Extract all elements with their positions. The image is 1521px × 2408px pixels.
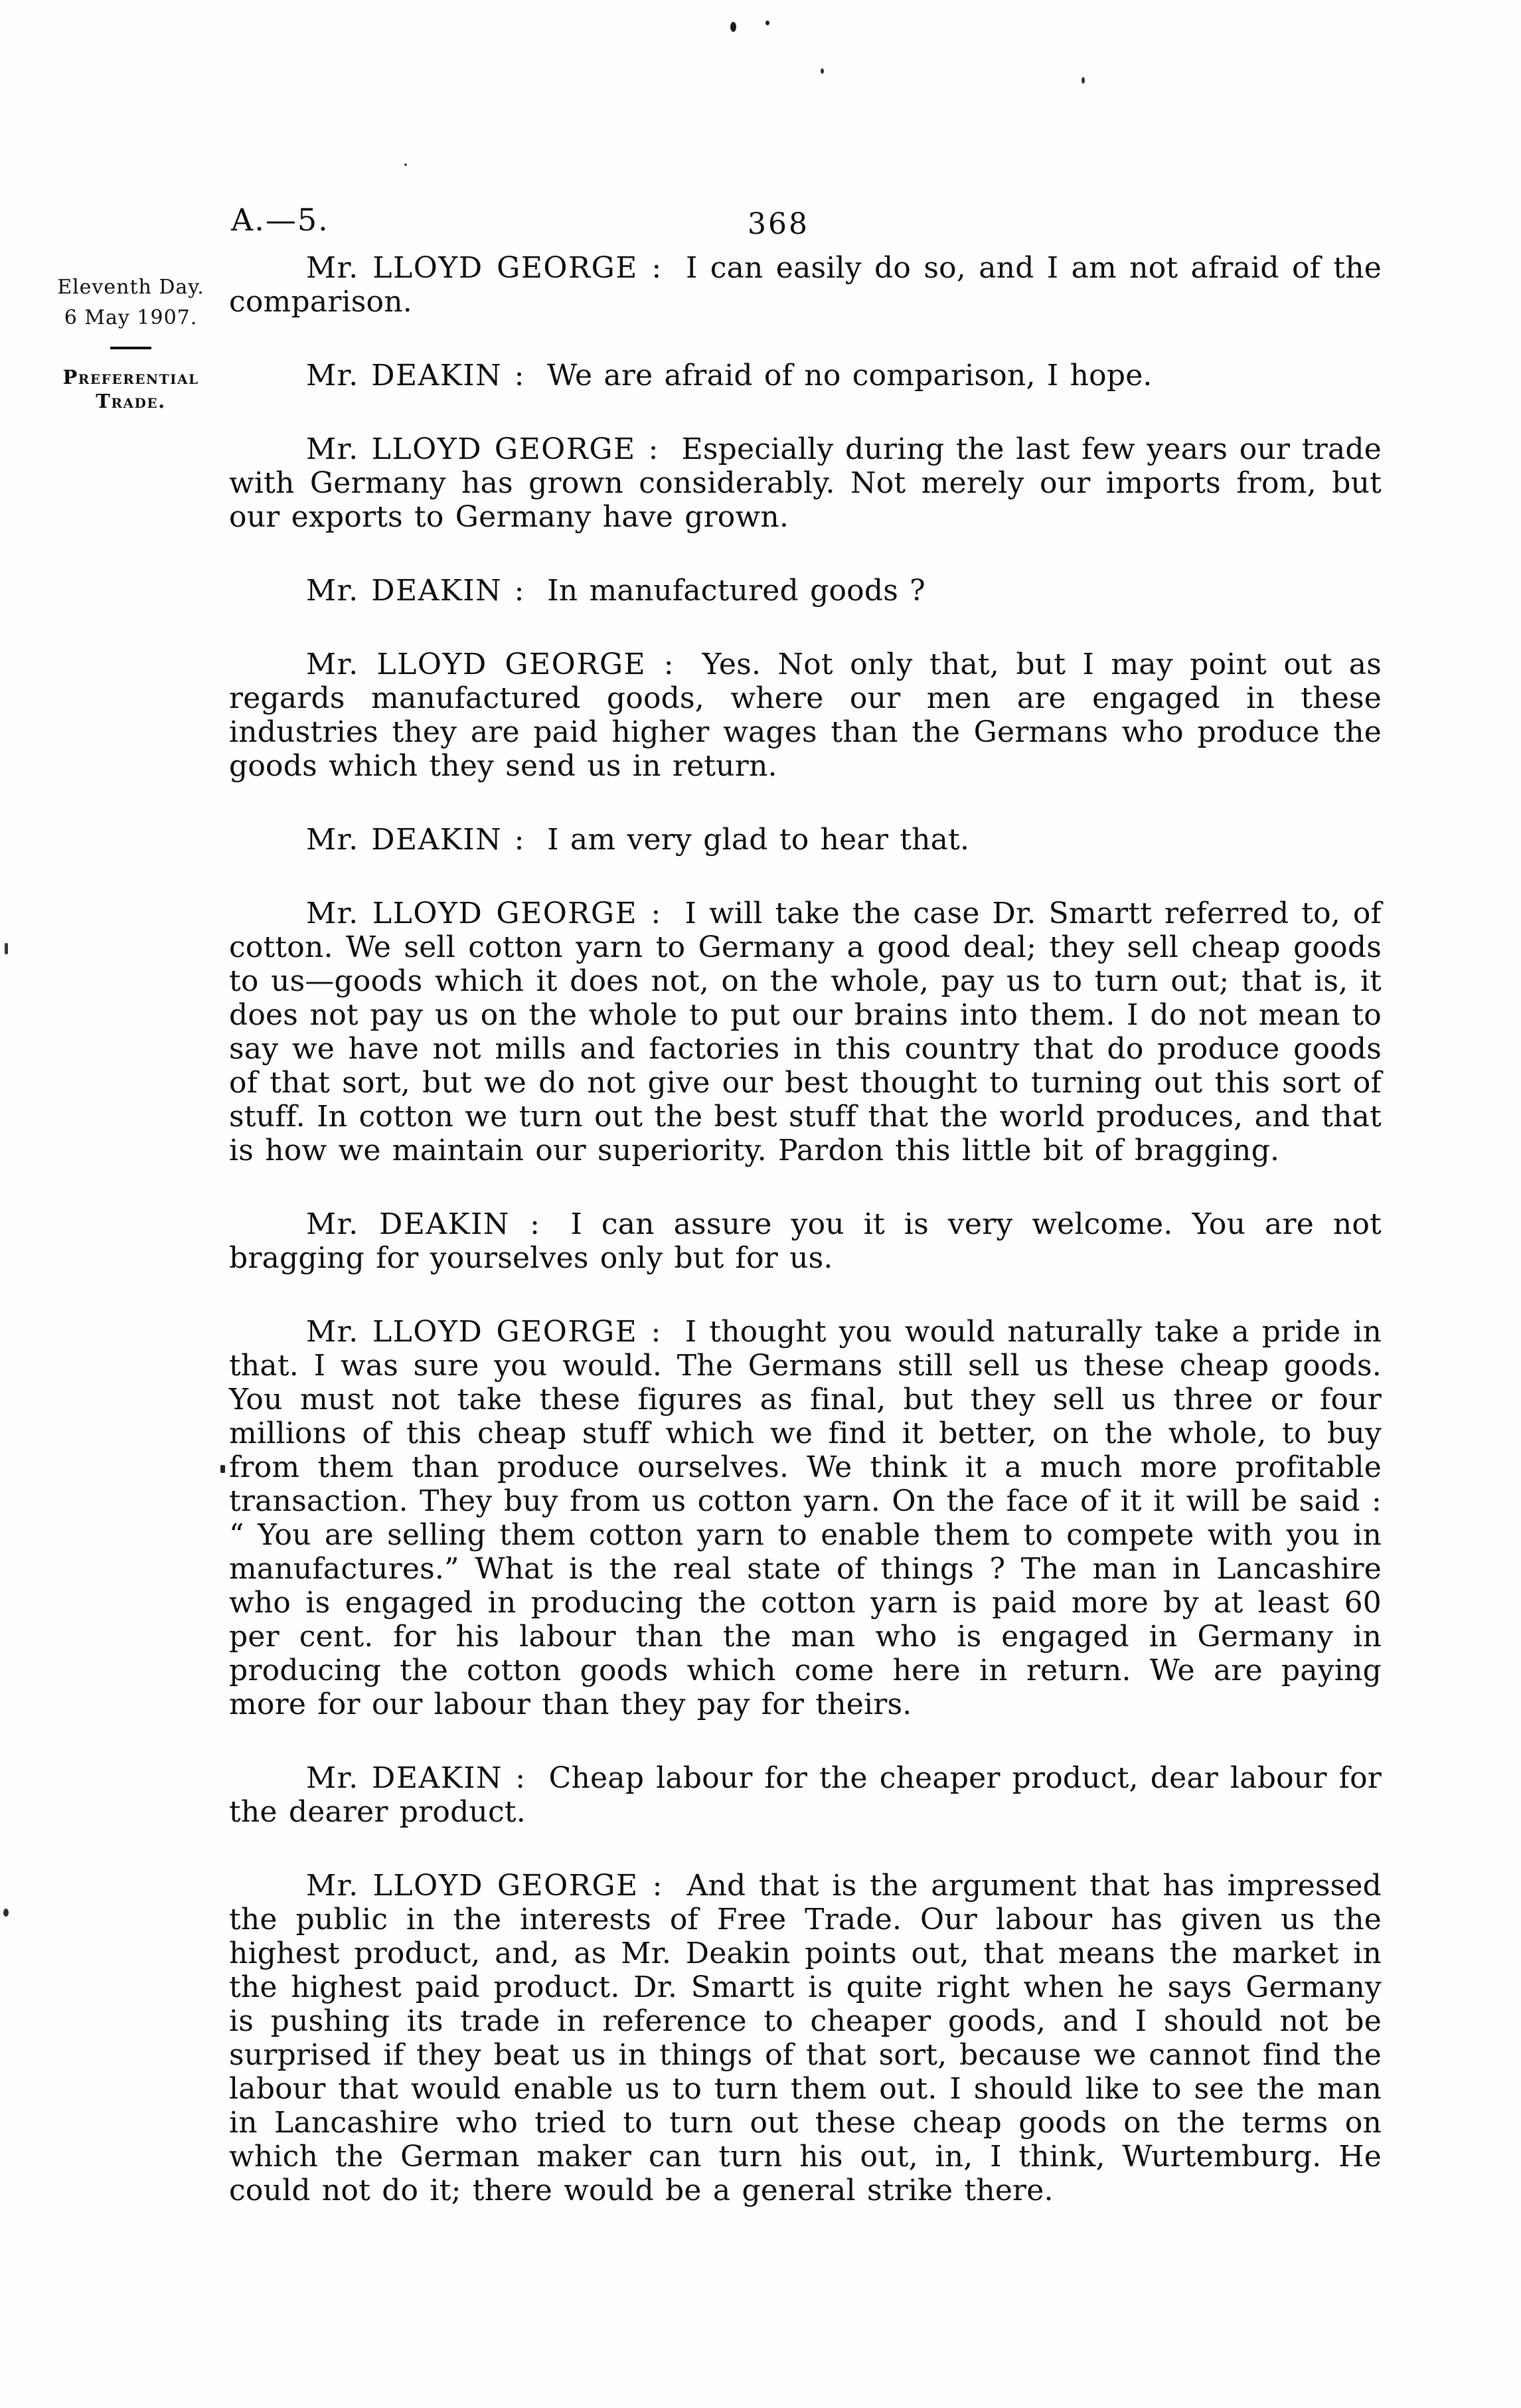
margin-note-subject bbox=[35, 365, 227, 413]
speaker-name: Mr. DEAKIN : bbox=[306, 1761, 526, 1795]
speech-paragraph bbox=[229, 251, 1382, 319]
scan-speck bbox=[5, 943, 8, 954]
scan-speck bbox=[821, 68, 824, 74]
speaker-name: Mr. DEAKIN : bbox=[306, 823, 525, 857]
scan-speck bbox=[404, 163, 407, 166]
document-reference: A.—5. bbox=[231, 202, 329, 238]
speaker-name: Mr. DEAKIN : bbox=[306, 574, 525, 608]
speech-paragraph bbox=[229, 432, 1382, 534]
speech-text: We are afraid of no comparison, I hope. bbox=[535, 359, 1153, 392]
page-number: 368 bbox=[748, 207, 809, 241]
speech-paragraph bbox=[229, 1761, 1382, 1829]
speaker-name: Mr. DEAKIN : bbox=[306, 1207, 541, 1241]
speech-paragraph bbox=[229, 1869, 1382, 2207]
speaker-name: Mr. LLOYD GEORGE : bbox=[306, 1869, 663, 1903]
margin-subject-line-1: Preferential bbox=[62, 366, 199, 388]
speaker-name: Mr. LLOYD GEORGE : bbox=[306, 897, 662, 930]
margin-notes bbox=[35, 278, 227, 413]
speech-text: Cheap labour for the cheaper product, dear labour for the dearer product. bbox=[229, 1761, 1382, 1829]
scan-speck bbox=[765, 21, 769, 25]
speaker-name: Mr. LLOYD GEORGE : bbox=[306, 1315, 662, 1349]
speech-paragraph bbox=[229, 359, 1382, 392]
speech-text: Yes. Not only that, but I may point out as regards manufactured goods, where our men are engaged in these industries they are paid higher wages than the Germans who produce the goods which they send us in return. bbox=[229, 647, 1382, 783]
speech-text: Especially during the last few years our trade with Germany has grown considerably. Not merely our imports from, but our exports to Germany have grown. bbox=[229, 432, 1382, 534]
transcript-body bbox=[229, 251, 1382, 2207]
speech-paragraph bbox=[229, 897, 1382, 1167]
scan-speck bbox=[3, 1909, 9, 1917]
scan-speck bbox=[220, 1465, 225, 1473]
speech-paragraph bbox=[229, 823, 1382, 857]
scan-speck bbox=[1081, 77, 1085, 84]
speaker-name: Mr. LLOYD GEORGE : bbox=[306, 432, 659, 466]
speech-text: I am very glad to hear that. bbox=[535, 823, 970, 857]
margin-note-day: Eleventh Day. bbox=[57, 276, 204, 299]
speech-paragraph bbox=[229, 1315, 1382, 1721]
speaker-name: Mr. LLOYD GEORGE : bbox=[306, 251, 663, 285]
speech-text: And that is the argument that has impressed the public in the interests of Free Trade. Our labour has given us the highest product, and, as Mr. Deakin points out, that means the market in the highest paid product. Dr. Smartt is quite right when he says Germany is pushing its trade in reference to cheaper goods, and I should not be surprised if they beat us in things of that sort, because we cannot find the labour that would enable us to turn them out. I should like to see the man in Lancashire who tried to turn out these cheap goods on the terms on which the German maker can turn his out, in, I think, Wurtemburg. He could not do it; there would be a general strike there. bbox=[229, 1869, 1382, 2207]
speech-text: I can easily do so, and I am not afraid of the comparison. bbox=[229, 251, 1382, 319]
speaker-name: Mr. DEAKIN : bbox=[306, 359, 525, 392]
speech-text: I can assure you it is very welcome. You are not bragging for yourselves only but for us. bbox=[229, 1207, 1382, 1275]
margin-note-date: 6 May 1907. bbox=[64, 306, 198, 329]
margin-divider bbox=[110, 347, 151, 349]
speech-text: I thought you would naturally take a pride in that. I was sure you would. The Germans still sell us these cheap goods. You must not take these figures as final, but they sell us three or four millions of this cheap stuff which we find it better, on the whole, to buy from them than produce ourselves. We think it a much more profitable transaction. They buy from us cotton yarn. On the face of it it will be said : “ You are selling them cotton yarn to enable them to compete with you in manufactures.” What is the real state of things ? The man in Lancashire who is engaged in producing the cotton yarn is paid more by at least 60 per cent. for his labour than the man who is engaged in Germany in producing the cotton goods which come here in return. We are paying more for our labour than they pay for theirs. bbox=[229, 1315, 1382, 1721]
speech-text: In manufactured goods ? bbox=[535, 574, 925, 608]
scan-speck bbox=[730, 22, 736, 32]
speech-paragraph bbox=[229, 1207, 1382, 1275]
speaker-name: Mr. LLOYD GEORGE : bbox=[306, 647, 675, 681]
speech-text: I will take the case Dr. Smartt referred to, of cotton. We sell cotton yarn to Germany a good deal; they sell cheap goods to us—goods which it does not, on the whole, pay us to turn out; that is, it does not pay us on the whole to put our brains into them. I do not mean to say we have not mills and factories in this country that do produce goods of that sort, but we do not give our best thought to turning out this sort of stuff. In cotton we turn out the best stuff that the world produces, and that is how we maintain our superiority. Pardon this little bit of bragging. bbox=[229, 897, 1382, 1167]
margin-subject-line-2: Trade. bbox=[96, 390, 166, 412]
speech-paragraph bbox=[229, 647, 1382, 783]
speech-paragraph bbox=[229, 574, 1382, 608]
